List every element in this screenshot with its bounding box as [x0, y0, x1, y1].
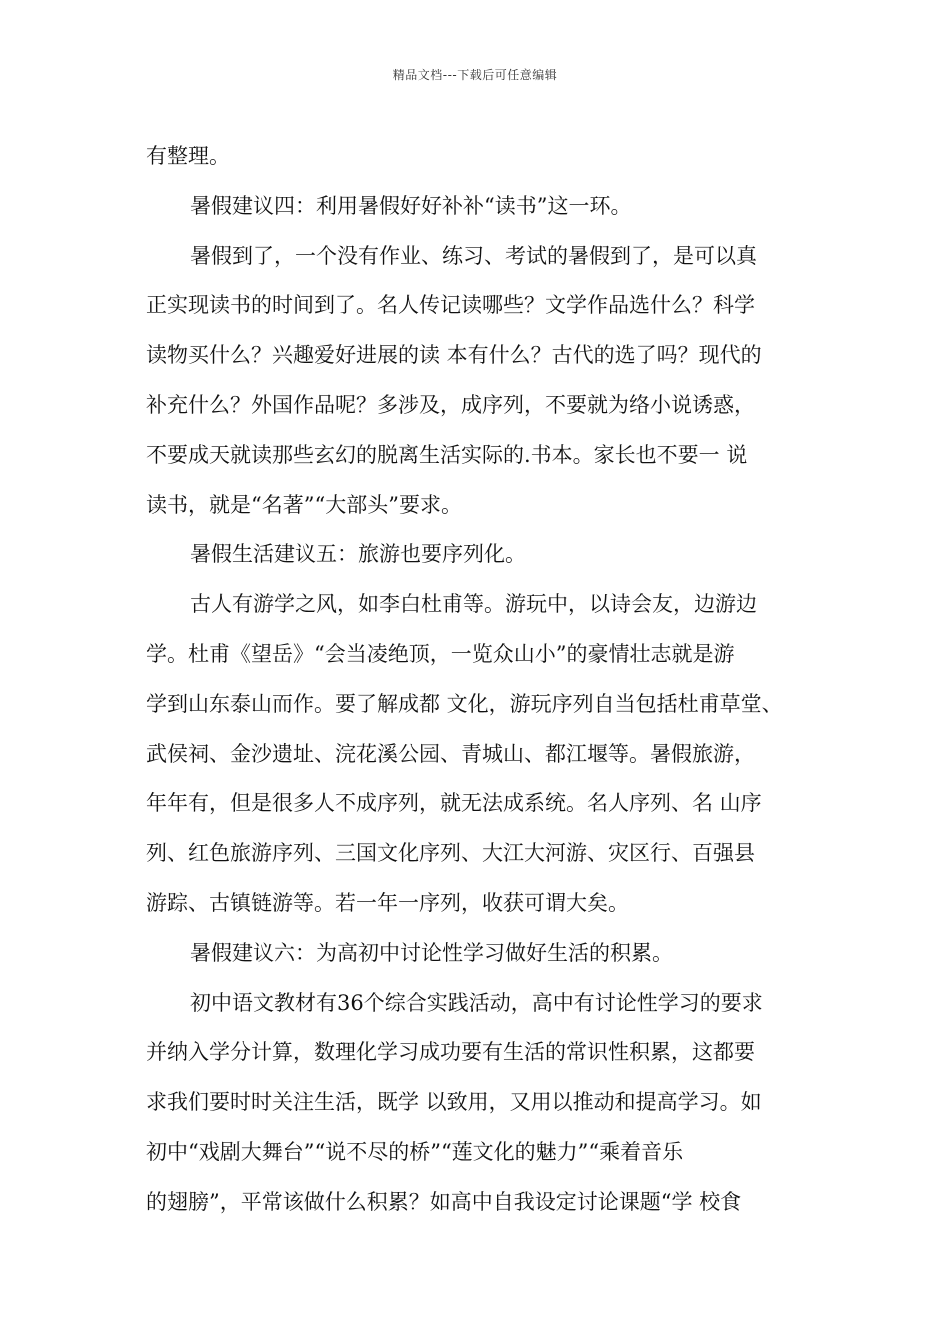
text-line: 暑假到了，一个没有作业、练习、考试的暑假到了，是可以真 — [190, 243, 757, 268]
page-header: 精品文档---下载后可任意编辑 — [392, 68, 558, 82]
text-line: 有整理。 — [146, 144, 230, 168]
text-line: 初中“戏剧大舞台”“说不尽的桥”“莲文化的魅力”“乘着音乐 — [146, 1139, 684, 1164]
text-line: 学到山东泰山而作。要了解成都 文化，游玩序列自当包括杜甫草堂、 — [146, 691, 783, 716]
text-line: 暑假生活建议五：旅游也要序列化。 — [190, 542, 526, 567]
text-line: 古人有游学之风，如李白杜甫等。游玩中，以诗会友，边游边 — [190, 592, 757, 617]
text-line: 正实现读书的时间到了。名人传记读哪些？文学作品选什么？科学 — [146, 293, 755, 318]
text-line: 不要成天就读那些玄幻的脱离生活实际的.书本。家长也不要一 说 — [146, 442, 748, 467]
text-line: 学。杜甫《望岳》“会当凌绝顶，一览众山小”的豪情壮志就是游 — [146, 641, 735, 666]
text-line: 读书，就是“名著”“大部头”要求。 — [146, 492, 462, 517]
document-body — [146, 132, 826, 1228]
text-line: 补充什么？外国作品呢？多涉及，成序列，不要就为络小说诱惑， — [146, 392, 755, 417]
text-line: 武侯祠、金沙遗址、浣花溪公园、青城山、都江堰等。暑假旅游， — [146, 741, 755, 766]
text-line: 并纳入学分计算，数理化学习成功要有生活的常识性积累，这都要 — [146, 1040, 755, 1065]
text-line: 暑假建议六：为高初中讨论性学习做好生活的积累。 — [190, 940, 673, 965]
text-line: 初中语文教材有36个综合实践活动，高中有讨论性学习的要求 — [190, 990, 763, 1015]
text-line: 读物买什么？兴趣爱好进展的读 本有什么？古代的选了吗？现代的 — [146, 343, 762, 368]
text-line: 的翅膀”，平常该做什么积累？如高中自我设定讨论课题“学 校食 — [146, 1189, 742, 1214]
text-line: 列、红色旅游序列、三国文化序列、大江大河游、灾区行、百强县 — [146, 841, 755, 866]
text-line: 暑假建议四：利用暑假好好补补“读书”这一环。 — [190, 193, 632, 218]
text-line: 游踪、古镇链游等。若一年一序列，收获可谓大矣。 — [146, 890, 629, 915]
text-line: 求我们要时时关注生活，既学 以致用，又用以推动和提高学习。如 — [146, 1090, 762, 1115]
text-line: 年年有，但是很多人不成序列，就无法成系统。名人序列、名 山序 — [146, 791, 762, 816]
